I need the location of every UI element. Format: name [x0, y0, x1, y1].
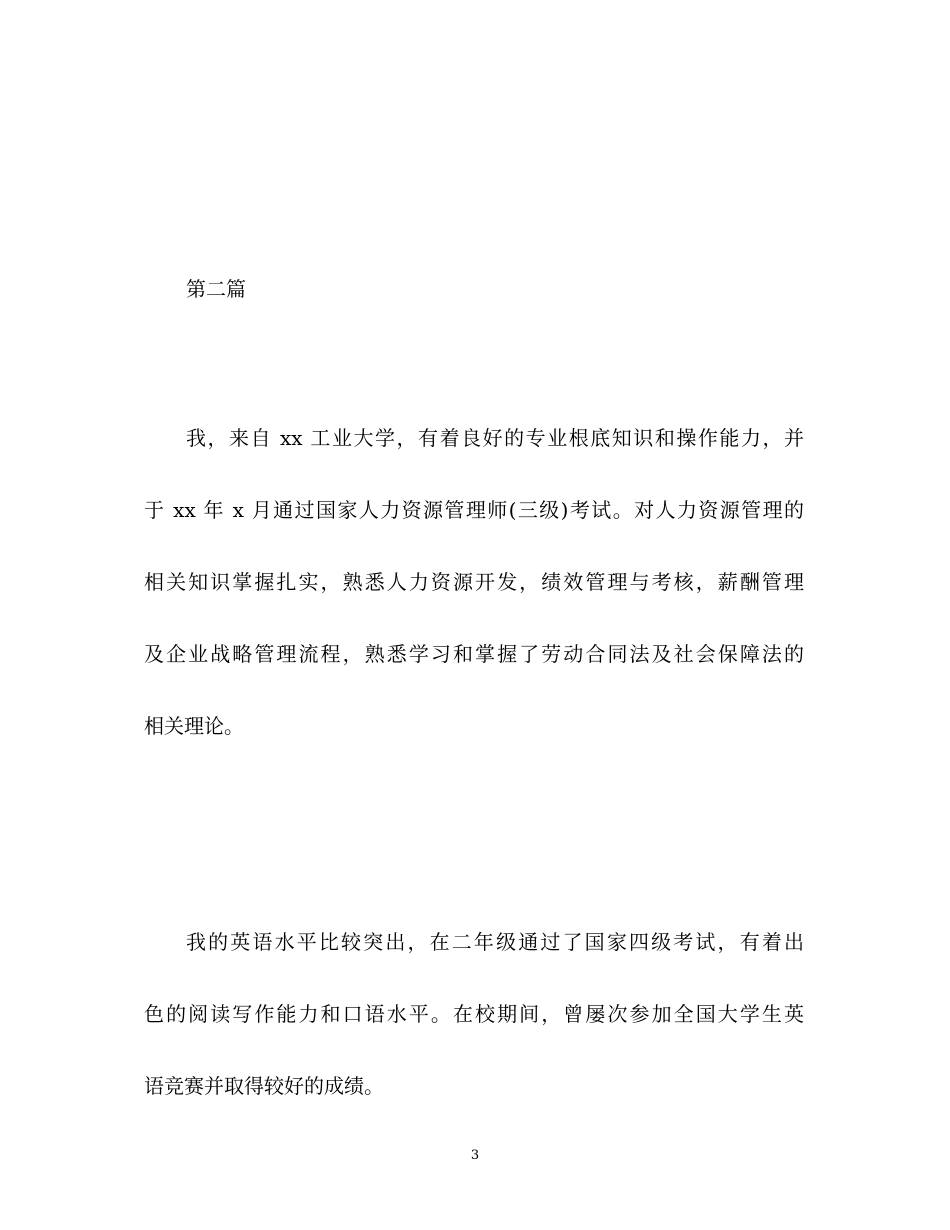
- paragraph-line: 我的英语水平比较突出，在二年级通过了国家四级考试，有着出: [186, 930, 804, 954]
- section-heading: 第二篇: [186, 277, 246, 301]
- paragraph-line: 相关理论。: [144, 714, 244, 738]
- page-number: 3: [470, 1148, 480, 1163]
- paragraph-line: 于 xx 年 x 月通过国家人力资源管理师(三级)考试。对人力资源管理的: [144, 498, 804, 522]
- paragraph-line: 相关知识掌握扎实，熟悉人力资源开发，绩效管理与考核，薪酬管理: [144, 570, 804, 594]
- paragraph-line: 色的阅读写作能力和口语水平。在校期间，曾屡次参加全国大学生英: [144, 1002, 804, 1026]
- paragraph-line: 及企业战略管理流程，熟悉学习和掌握了劳动合同法及社会保障法的: [144, 642, 804, 666]
- paragraph-line: 我，来自 xx 工业大学，有着良好的专业根底知识和操作能力，并: [186, 426, 804, 450]
- paragraph-line: 语竞赛并取得较好的成绩。: [144, 1074, 384, 1098]
